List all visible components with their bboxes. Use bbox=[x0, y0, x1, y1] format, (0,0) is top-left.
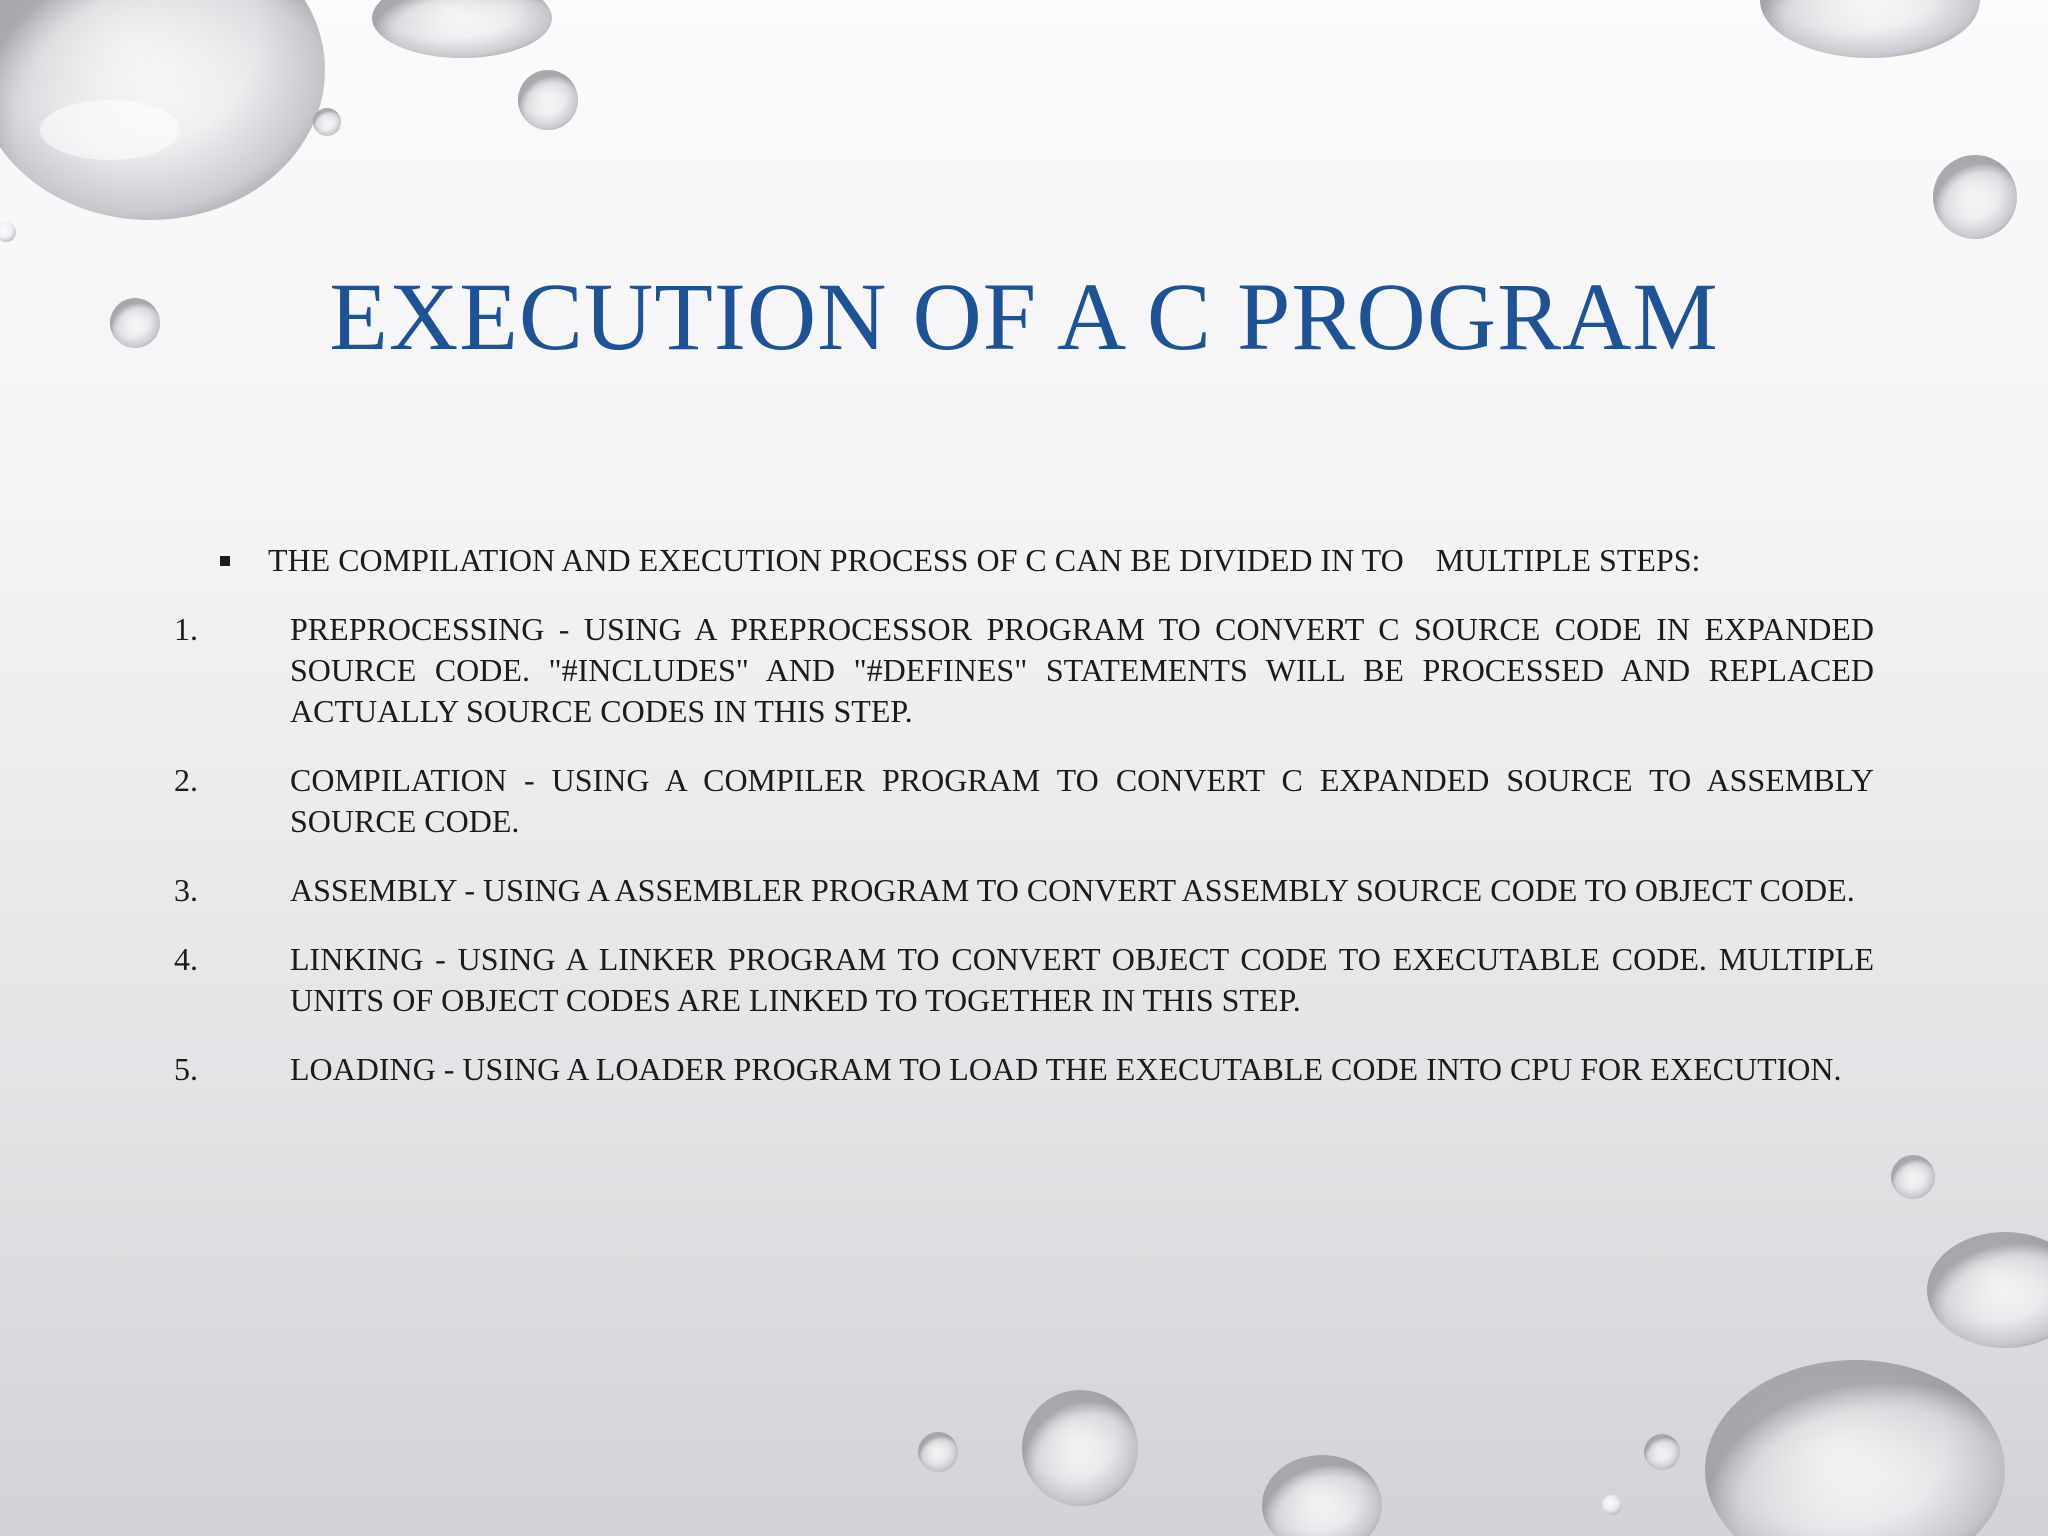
steps-list bbox=[174, 609, 1874, 1090]
step-number: 2. bbox=[174, 762, 198, 798]
step-number: 3. bbox=[174, 872, 198, 908]
slide-content bbox=[174, 540, 1874, 1118]
droplet bbox=[1927, 1232, 2048, 1348]
droplet bbox=[372, 0, 552, 58]
intro-text: THE COMPILATION AND EXECUTION PROCESS OF C CAN BE DIVIDED IN TO MULTIPLE STEPS: bbox=[268, 542, 1701, 578]
list-item bbox=[174, 870, 1874, 911]
step-text: LOADING - USING A LOADER PROGRAM TO LOAD THE EXECUTABLE CODE INTO CPU FOR EXECUTION. bbox=[290, 1051, 1842, 1087]
step-text: COMPILATION - USING A COMPILER PROGRAM TO CONVERT C EXPANDED SOURCE TO ASSEMBLY SOURCE CODE. bbox=[290, 762, 1874, 839]
droplet bbox=[1262, 1455, 1382, 1536]
slide-title: EXECUTION OF A C PROGRAM bbox=[329, 263, 1719, 370]
step-number: 5. bbox=[174, 1051, 198, 1087]
droplet bbox=[0, 0, 325, 220]
droplet bbox=[518, 70, 578, 130]
list-item bbox=[174, 1049, 1874, 1090]
list-item bbox=[174, 609, 1874, 732]
step-text: ASSEMBLY - USING A ASSEMBLER PROGRAM TO CONVERT ASSEMBLY SOURCE CODE TO OBJECT CODE. bbox=[290, 872, 1855, 908]
step-text: PREPROCESSING - USING A PREPROCESSOR PROGRAM TO CONVERT C SOURCE CODE IN EXPANDED SOURCE CODE. "#INCLUDES" AND "#DEFINES" STATEMENTS WILL BE PROCESSED AND REPLACED ACTUALLY SOURCE CODES IN THIS STEP. bbox=[290, 611, 1874, 729]
square-bullet-icon bbox=[220, 556, 230, 566]
step-number: 4. bbox=[174, 941, 198, 977]
droplet bbox=[918, 1432, 958, 1472]
droplet bbox=[0, 222, 16, 242]
intro-bullet bbox=[220, 540, 1874, 581]
droplet bbox=[313, 108, 341, 136]
droplet bbox=[1933, 155, 2017, 239]
step-number: 1. bbox=[174, 611, 198, 647]
droplet bbox=[1022, 1390, 1138, 1506]
list-item bbox=[174, 939, 1874, 1021]
droplet bbox=[1705, 1360, 2005, 1536]
droplet bbox=[1602, 1495, 1622, 1515]
list-item bbox=[174, 760, 1874, 842]
droplet bbox=[1760, 0, 1980, 58]
droplet bbox=[1644, 1434, 1680, 1470]
droplet bbox=[1891, 1155, 1935, 1199]
step-text: LINKING - USING A LINKER PROGRAM TO CONVERT OBJECT CODE TO EXECUTABLE CODE. MULTIPLE UNITS OF OBJECT CODES ARE LINKED TO TOGETHER IN THIS STEP. bbox=[290, 941, 1874, 1018]
